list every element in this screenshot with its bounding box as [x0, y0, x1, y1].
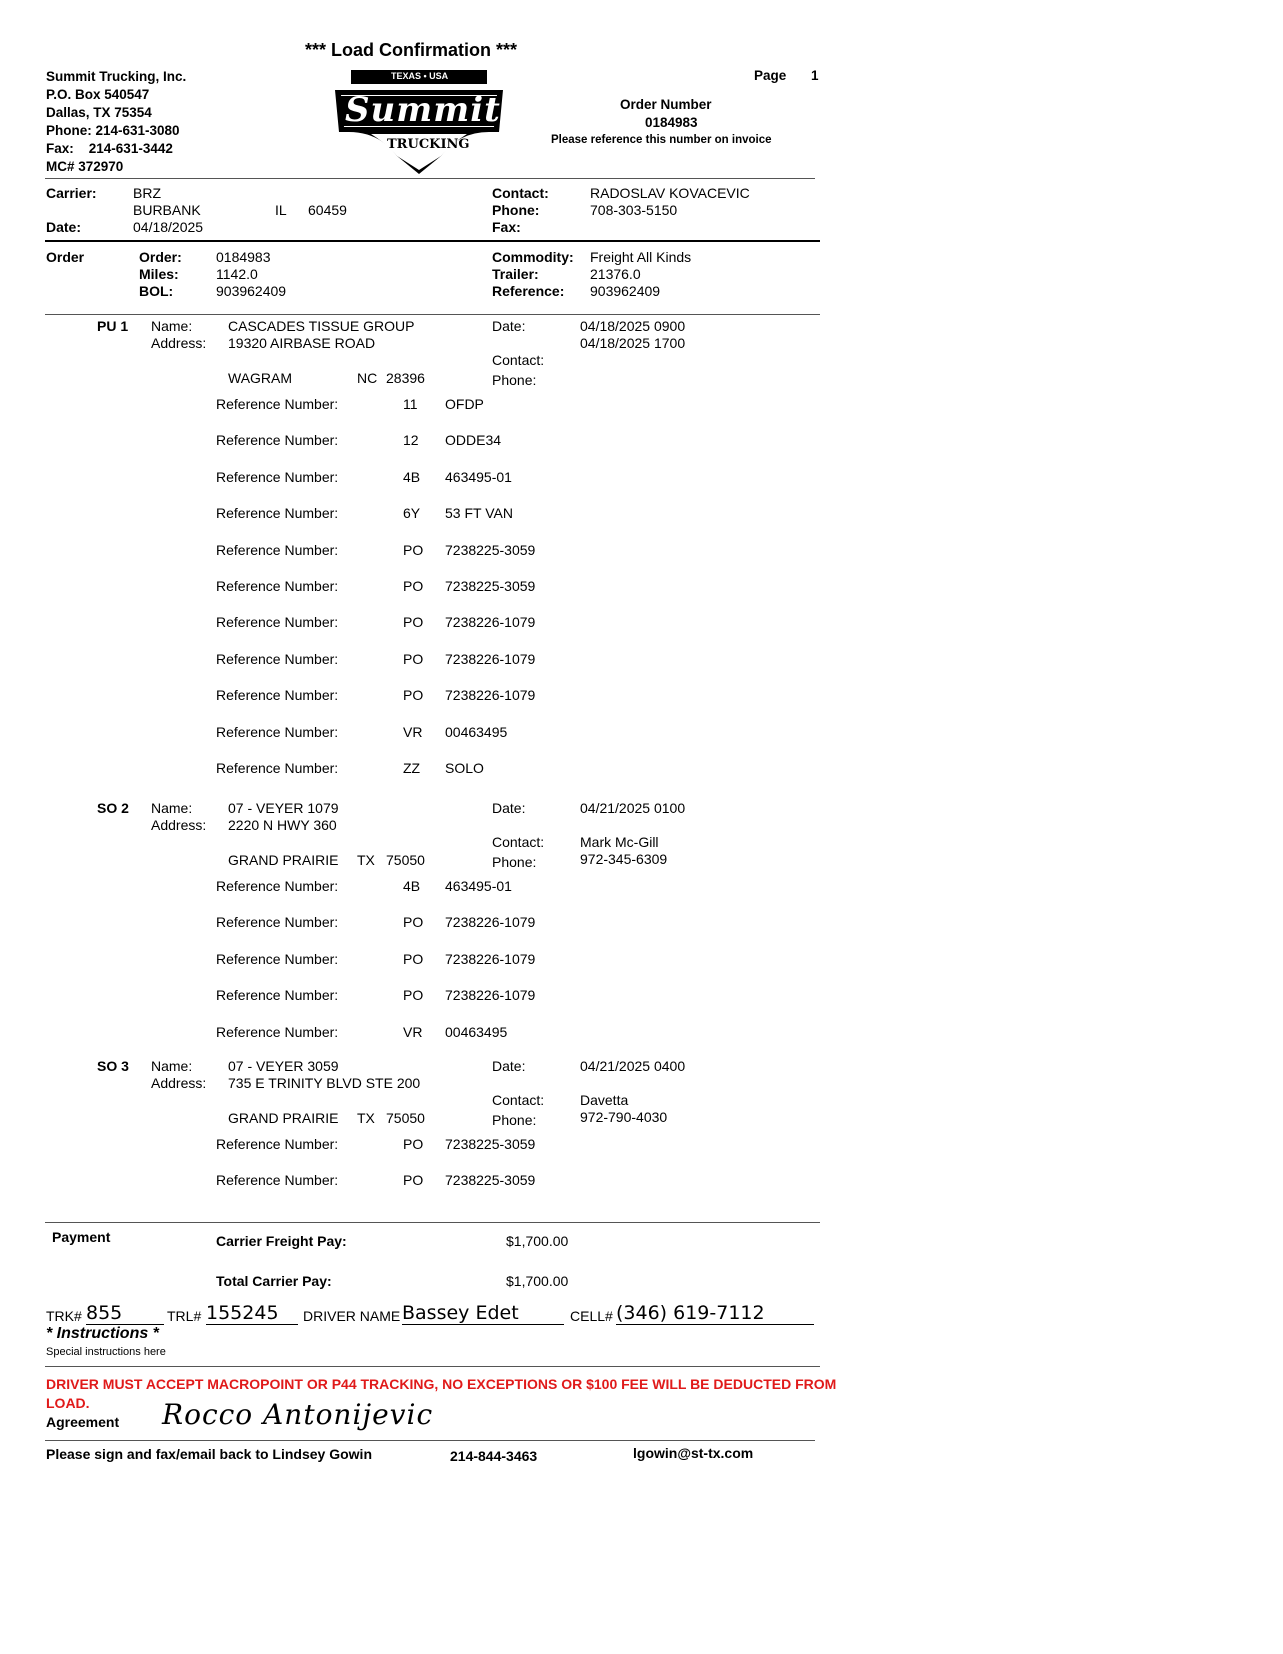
- reference-code: 12: [403, 432, 419, 449]
- reference-number-label: Reference Number:: [216, 432, 339, 449]
- page-number: 1: [811, 68, 819, 83]
- stop-id: PU 1: [97, 318, 129, 334]
- trl-value: 155245: [206, 1302, 298, 1325]
- stop-id: SO 3: [97, 1058, 129, 1074]
- trailer-label: Trailer:: [492, 266, 539, 282]
- commodity-value: Freight All Kinds: [590, 249, 692, 265]
- signature: Rocco Antonijevic: [162, 1398, 434, 1431]
- stop-zip: 75050: [386, 852, 425, 868]
- carrier-contact-label: Contact:: [492, 185, 549, 201]
- stop-contact-label: Contact:: [492, 352, 545, 368]
- order-number-note: Please reference this number on invoice: [551, 134, 772, 146]
- stop-date-label: Date:: [492, 318, 526, 334]
- stop-date-label: Date:: [492, 1058, 526, 1074]
- carrier-phone-label: Phone:: [492, 202, 540, 218]
- stop-address-label: Address:: [151, 1075, 207, 1091]
- bol-label: BOL:: [139, 283, 174, 299]
- trk-label: TRK#: [46, 1308, 82, 1324]
- reference-number-label: Reference Number:: [216, 505, 339, 522]
- reference-value: 463495-01: [445, 878, 512, 894]
- reference-number-label: Reference Number:: [216, 468, 339, 485]
- reference-value: SOLO: [445, 760, 484, 776]
- reference-value: 7238225-3059: [445, 1172, 536, 1189]
- stop-name-label: Name:: [151, 1058, 193, 1074]
- driver-name-value: Bassey Edet: [402, 1302, 564, 1325]
- reference-number-label: Reference Number:: [216, 578, 339, 594]
- stop-state: TX: [357, 1110, 375, 1126]
- reference-value: 7238226-1079: [445, 687, 536, 704]
- reference-number-label: Reference Number:: [216, 987, 339, 1004]
- reference-value: 7238226-1079: [445, 650, 536, 667]
- carrier-name: BRZ: [133, 185, 161, 201]
- company-phone: Phone: 214-631-3080: [46, 123, 180, 138]
- reference-number-label: Reference Number:: [216, 950, 339, 967]
- reference-number-label: Reference Number:: [216, 914, 339, 931]
- contact-email: lgowin@st-tx.com: [633, 1445, 754, 1461]
- stop-date: 04/18/2025 0900: [580, 318, 686, 334]
- company-info: [46, 68, 186, 176]
- reference-number-label: Reference Number:: [216, 760, 339, 776]
- reference-value: OFDP: [445, 396, 484, 412]
- stop-zip: 75050: [386, 1110, 425, 1126]
- page-label: Page: [754, 68, 787, 83]
- company-name: Summit Trucking, Inc.: [46, 69, 187, 84]
- trl-label: TRL#: [167, 1308, 202, 1324]
- stop-phone-label: Phone:: [492, 854, 537, 870]
- trk-value: 855: [86, 1302, 164, 1325]
- reference-number-label: Reference Number:: [216, 650, 339, 667]
- summit-logo: [329, 68, 509, 176]
- reference-code: PO: [403, 987, 424, 1004]
- company-address1: P.O. Box 540547: [46, 87, 150, 102]
- stop-date-label: Date:: [492, 800, 526, 816]
- reference-code: PO: [403, 541, 424, 558]
- carrier-contact: RADOSLAV KOVACEVIC: [590, 185, 750, 201]
- carrier-state: IL: [275, 202, 287, 218]
- instructions-text: Special instructions here: [46, 1346, 166, 1358]
- reference-code: 4B: [403, 468, 421, 485]
- commodity-label: Commodity:: [492, 249, 574, 265]
- carrier-phone: 708-303-5150: [590, 202, 678, 218]
- stop-name: CASCADES TISSUE GROUP: [228, 318, 415, 334]
- carrier-zip: 60459: [308, 202, 347, 218]
- reference-code: VR: [403, 1023, 423, 1040]
- sign-instructions: Please sign and fax/email back to Lindsey Gowin: [46, 1446, 372, 1462]
- cell-label: CELL#: [570, 1308, 613, 1324]
- total-pay-value: $1,700.00: [506, 1273, 569, 1289]
- stop-state: TX: [357, 852, 375, 868]
- stop-name: 07 - VEYER 3059: [228, 1058, 339, 1074]
- reference-value: 7238226-1079: [445, 987, 536, 1004]
- tracking-warning-cont: LOAD.: [46, 1395, 90, 1411]
- order-label: Order:: [139, 249, 182, 265]
- stop-city: WAGRAM: [228, 370, 293, 386]
- company-mc: MC# 372970: [46, 159, 124, 174]
- agreement-label: Agreement: [46, 1414, 120, 1430]
- stop-contact: Mark Mc-Gill: [580, 834, 659, 850]
- stop-date: 04/21/2025 0100: [580, 800, 686, 816]
- stop-address: 2220 N HWY 360: [228, 817, 337, 833]
- stop-contact-label: Contact:: [492, 1092, 545, 1108]
- reference-value: 53 FT VAN: [445, 505, 513, 522]
- driver-name-label: DRIVER NAME: [303, 1308, 401, 1324]
- reference-code: 6Y: [403, 505, 421, 522]
- reference-code: PO: [403, 687, 424, 704]
- stop-id: SO 2: [97, 800, 129, 816]
- reference-code: PO: [403, 950, 424, 967]
- reference-code: 11: [403, 396, 418, 412]
- stop-zip: 28396: [386, 370, 425, 386]
- reference-value: ODDE34: [445, 432, 502, 449]
- stop-date-end: 04/18/2025 1700: [580, 335, 686, 351]
- stop-address-label: Address:: [151, 817, 207, 833]
- logo-main-text: Summit: [345, 90, 501, 130]
- reference-number-label: Reference Number:: [216, 541, 339, 558]
- reference-value: 7238225-3059: [445, 541, 536, 558]
- instructions-title: * Instructions *: [46, 1325, 159, 1342]
- tracking-warning: DRIVER MUST ACCEPT MACROPOINT OR P44 TRACKING, NO EXCEPTIONS OR $100 FEE WILL BE DEDUCTED FROM: [46, 1376, 837, 1392]
- order-number-label: Order Number: [620, 97, 712, 112]
- miles-value: 1142.0: [216, 266, 258, 282]
- order-value: 0184983: [216, 249, 271, 265]
- company-fax: Fax: 214-631-3442: [46, 141, 173, 156]
- reference-value: 00463495: [445, 1023, 508, 1040]
- freight-pay-value: $1,700.00: [506, 1233, 569, 1249]
- reference-number-label: Reference Number:: [216, 614, 339, 631]
- stop-contact-label: Contact:: [492, 834, 545, 850]
- reference-number-label: Reference Number:: [216, 1023, 339, 1040]
- miles-label: Miles:: [139, 266, 179, 282]
- reference-value: 7238226-1079: [445, 950, 536, 967]
- company-address2: Dallas, TX 75354: [46, 105, 152, 120]
- reference-number-label: Reference Number:: [216, 396, 339, 412]
- reference-code: 4B: [403, 878, 421, 894]
- reference-code: VR: [403, 723, 423, 740]
- carrier-fax-label: Fax:: [492, 219, 521, 235]
- reference-code: PO: [403, 914, 424, 931]
- reference-code: PO: [403, 578, 424, 594]
- logo-top-text: TEXAS • USA: [391, 71, 449, 81]
- carrier-date: 04/18/2025: [133, 219, 204, 235]
- reference-number-label: Reference Number:: [216, 687, 339, 704]
- order-section-label: Order: [46, 249, 85, 265]
- stop-name: 07 - VEYER 1079: [228, 800, 339, 816]
- reference-number-label: Reference Number:: [216, 1136, 339, 1152]
- freight-pay-label: Carrier Freight Pay:: [216, 1233, 347, 1249]
- reference-value: 7238226-1079: [445, 914, 536, 931]
- carrier-city: BURBANK: [133, 202, 201, 218]
- reference-code: ZZ: [403, 760, 421, 776]
- reference-value: 903962409: [590, 283, 661, 299]
- page-title: *** Load Confirmation ***: [305, 40, 518, 60]
- order-number-value: 0184983: [645, 115, 698, 130]
- stop-state: NC: [357, 370, 378, 386]
- stop-address: 19320 AIRBASE ROAD: [228, 335, 376, 351]
- stop-address: 735 E TRINITY BLVD STE 200: [228, 1075, 421, 1091]
- reference-code: PO: [403, 1172, 424, 1189]
- total-pay-label: Total Carrier Pay:: [216, 1273, 332, 1289]
- stop-phone-label: Phone:: [492, 1112, 537, 1128]
- stop-city: GRAND PRAIRIE: [228, 1110, 339, 1126]
- trailer-value: 21376.0: [590, 266, 641, 282]
- reference-code: PO: [403, 650, 424, 667]
- stop-phone: 972-345-6309: [580, 851, 668, 867]
- cell-value: (346) 619-7112: [616, 1302, 814, 1325]
- stop-date: 04/21/2025 0400: [580, 1058, 686, 1074]
- stop-phone: 972-790-4030: [580, 1109, 668, 1125]
- carrier-label: Carrier:: [46, 185, 97, 201]
- stop-address-label: Address:: [151, 335, 207, 351]
- reference-value: 00463495: [445, 723, 508, 740]
- stop-phone-label: Phone:: [492, 372, 537, 388]
- payment-section-label: Payment: [52, 1229, 111, 1245]
- reference-value: 7238225-3059: [445, 578, 536, 594]
- stop-name-label: Name:: [151, 318, 193, 334]
- reference-value: 463495-01: [445, 468, 512, 485]
- stop-city: GRAND PRAIRIE: [228, 852, 339, 868]
- reference-value: 7238226-1079: [445, 614, 536, 631]
- contact-phone: 214-844-3463: [450, 1448, 538, 1464]
- carrier-date-label: Date:: [46, 219, 82, 235]
- reference-number-label: Reference Number:: [216, 723, 339, 740]
- stop-name-label: Name:: [151, 800, 193, 816]
- reference-code: PO: [403, 614, 424, 631]
- reference-number-label: Reference Number:: [216, 1172, 339, 1189]
- reference-label: Reference:: [492, 283, 565, 299]
- bol-value: 903962409: [216, 283, 287, 299]
- logo-bottom-text: TRUCKING: [387, 137, 470, 152]
- reference-number-label: Reference Number:: [216, 878, 339, 894]
- reference-code: PO: [403, 1136, 424, 1152]
- stop-contact: Davetta: [580, 1092, 629, 1108]
- reference-value: 7238225-3059: [445, 1136, 536, 1152]
